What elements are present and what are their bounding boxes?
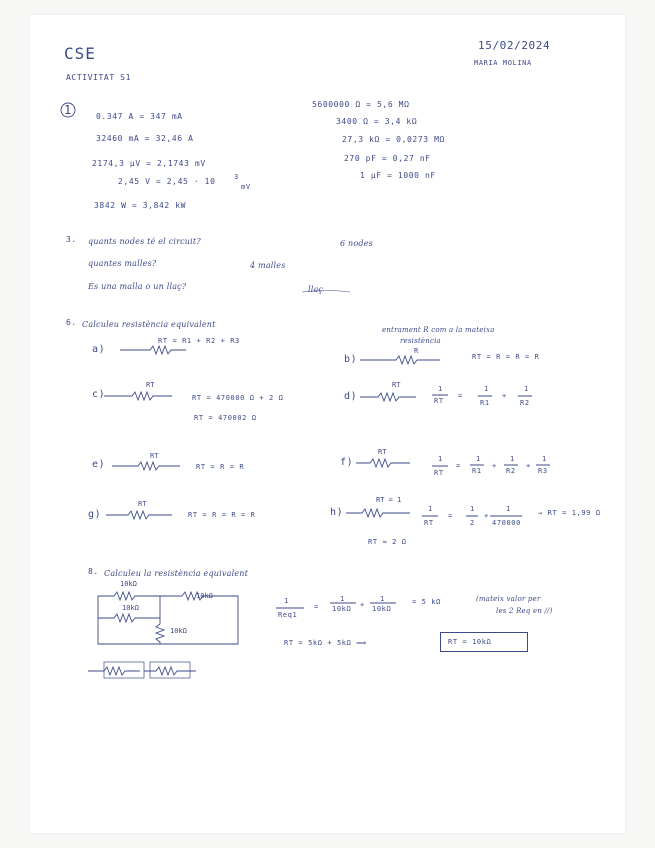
q6h-term1-den: 2 — [470, 519, 475, 527]
q8-lhs-den: Req1 — [278, 611, 298, 619]
activity-title: ACTIVITAT S1 — [66, 73, 131, 82]
q6d-term1-den: R1 — [480, 399, 490, 407]
q6h-lhs-den: RT — [424, 519, 434, 527]
q6f-term1-den: R1 — [472, 467, 482, 475]
q6h-term2-num: 1 — [506, 505, 511, 513]
q1-circle — [61, 103, 75, 117]
q8-resistor-mid-label: 10kΩ — [122, 604, 139, 612]
q8-resistor-top-label: 10kΩ — [120, 580, 137, 588]
q6h-resistor — [346, 509, 410, 517]
q6e-label: e) — [92, 459, 106, 470]
q6f-term3-den: R3 — [538, 467, 548, 475]
q8-term1-den: 10kΩ — [332, 605, 352, 613]
question-1-number: 1 — [64, 103, 72, 117]
q1-right-line-2: 3400 Ω = 3,4 kΩ — [336, 117, 418, 126]
q8-series-resistor-1 — [88, 667, 140, 675]
q1-left-line-1: 0.347 A = 347 mA — [96, 112, 183, 121]
q6f-resistor — [356, 459, 410, 467]
q8-resistor-right — [182, 592, 214, 600]
q6f-fraction-bars — [432, 465, 550, 466]
q8-result: = 5 kΩ — [412, 598, 441, 606]
q6a-formula: RT = R1 + R2 + R3 — [158, 337, 240, 345]
q6-title: Calculeu resistència equivalent — [82, 320, 216, 329]
q6h-equals: = — [448, 512, 453, 520]
q6-note-line-2: resistència — [400, 337, 441, 345]
q8-resistor-vert-label: 10kΩ — [170, 627, 187, 635]
q1-exponent: 3 — [234, 173, 239, 181]
q1-exponent-unit: mV — [241, 183, 251, 191]
q6h-approx: RT ≈ 2 Ω — [368, 538, 407, 546]
q6d-resistor-label: RT — [392, 381, 401, 389]
q6d-label: d) — [344, 391, 358, 402]
q6b-resistor — [360, 356, 440, 364]
q3-line-3-question: És una malla o un llaç? — [88, 282, 187, 291]
q1-left-line-3: 2174,3 μV = 2,1743 mV — [92, 159, 206, 168]
q6f-equals: = — [456, 462, 461, 470]
q6d-term2-num: 1 — [524, 385, 529, 393]
q6f-term2-den: R2 — [506, 467, 516, 475]
q6a-resistor — [120, 346, 186, 354]
q1-right-line-1: 5600000 Ω = 5,6 MΩ — [312, 100, 410, 109]
q6d-fraction-bars — [432, 395, 532, 396]
q8-term2-den: 10kΩ — [372, 605, 392, 613]
q6f-resistor-label: RT — [378, 448, 387, 456]
q8-resistor-mid — [98, 596, 160, 622]
q6b-label: b) — [344, 354, 358, 365]
q3-line-2-answer: 4 malles — [250, 261, 286, 270]
q6e-resistor-label: RT — [150, 452, 159, 460]
q1-right-line-5: 1 μF = 1000 nF — [360, 171, 436, 180]
q8-boxed-answer: RT = 10kΩ — [448, 638, 492, 646]
q6c-formula-1: RT = 470000 Ω + 2 Ω — [192, 394, 284, 402]
q8-term2-num: 1 — [380, 595, 385, 603]
q8-series-resistor-2 — [144, 667, 196, 675]
q6g-resistor — [106, 511, 172, 519]
q6c-resistor-label: RT — [146, 381, 155, 389]
q6g-resistor-label: RT — [138, 500, 147, 508]
q6b-formula: RT = R = R = R — [472, 353, 540, 361]
q6-note-line-1: entrament R com a la mateixa — [382, 326, 495, 334]
q6d-lhs-num: 1 — [438, 385, 443, 393]
q8-term1-num: 1 — [340, 595, 345, 603]
q6d-plus: + — [502, 392, 507, 400]
question-3-number: 3. — [66, 235, 77, 244]
q6f-term1-num: 1 — [476, 455, 481, 463]
q6b-resistor-label: R — [414, 347, 419, 355]
q8-fraction-bars — [276, 603, 396, 608]
q8-final: RT = 5kΩ + 5kΩ ⟹ — [284, 639, 367, 647]
q6c-label: c) — [92, 389, 106, 400]
q3-line-3-answer: llaç — [308, 285, 324, 294]
q3-line-2-question: quantes malles? — [88, 259, 157, 268]
q6f-plus-1: + — [492, 462, 497, 470]
q8-plus: + — [360, 601, 365, 609]
q6h-term1-num: 1 — [470, 505, 475, 513]
q8-resistor-right-label: 10kΩ — [196, 592, 213, 600]
q1-right-line-4: 270 pF = 0,27 nF — [344, 154, 431, 163]
q6f-label: f) — [340, 457, 354, 468]
q6f-term3-num: 1 — [542, 455, 547, 463]
q1-left-line-4: 2,45 V = 2,45 · 10 — [118, 177, 216, 186]
q6c-formula-2: RT = 470002 Ω — [194, 414, 257, 422]
q8-note-line-2: les 2 Req en //) — [496, 607, 553, 615]
q1-right-line-3: 27,3 kΩ = 0,0273 MΩ — [342, 135, 445, 144]
date: 15/02/2024 — [478, 39, 551, 52]
q1-left-line-5: 3842 W = 3,842 kW — [94, 201, 187, 210]
q8-equals: = — [314, 603, 319, 611]
q6h-resistor-label: RT = 1 — [376, 496, 402, 504]
q6d-equals: = — [458, 392, 463, 400]
q6d-resistor — [360, 393, 416, 401]
q3-line-1-question: quants nodes té el circuit? — [88, 237, 201, 246]
q8-lhs-num: 1 — [284, 597, 289, 605]
q8-resistor-vertical — [156, 618, 164, 644]
q6h-term2-den: 470000 — [492, 519, 521, 527]
q6h-label: h) — [330, 507, 344, 518]
q6g-label: g) — [88, 509, 102, 520]
q8-title: Calculeu la resistència equivalent — [104, 569, 249, 578]
q6a-label: a) — [92, 344, 106, 355]
q6d-term2-den: R2 — [520, 399, 530, 407]
subject-title: CSE — [64, 44, 96, 63]
q6d-lhs-den: RT — [434, 397, 444, 405]
q8-resistor-top — [98, 592, 182, 600]
q8-note-line-1: (mateix valor per — [476, 595, 541, 603]
q6f-lhs-num: 1 — [438, 455, 443, 463]
q3-line-1-answer: 6 nodes — [340, 239, 373, 248]
q6c-resistor — [104, 392, 172, 400]
question-6-number: 6. — [66, 318, 77, 327]
q6h-result: → RT = 1,99 Ω — [538, 509, 601, 517]
q6f-term2-num: 1 — [510, 455, 515, 463]
q3-answer-scribble — [302, 291, 350, 293]
q6h-lhs-num: 1 — [428, 505, 433, 513]
q6f-lhs-den: RT — [434, 469, 444, 477]
q6e-resistor — [112, 462, 180, 470]
q6h-plus: + — [484, 512, 489, 520]
q6e-formula: RT = R = R — [196, 463, 245, 471]
q6d-term1-num: 1 — [484, 385, 489, 393]
q6g-formula: RT = R = R = R — [188, 511, 256, 519]
student-name: MARIA MOLINA — [474, 59, 532, 67]
q6f-plus-2: + — [526, 462, 531, 470]
q1-left-line-2: 32460 mA = 32,46 A — [96, 134, 194, 143]
question-8-number: 8. — [88, 567, 99, 576]
